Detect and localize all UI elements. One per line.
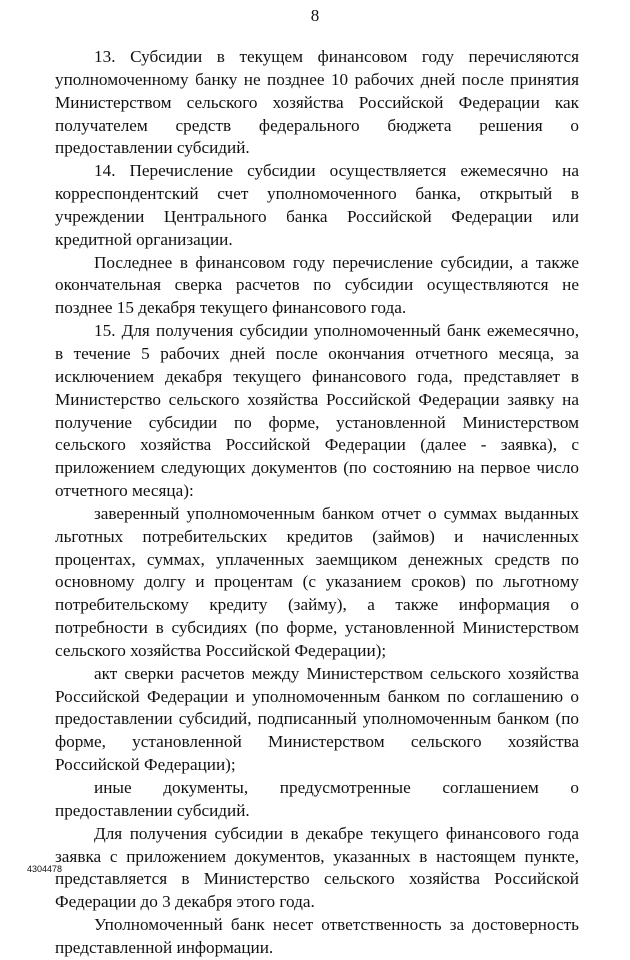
document-body bbox=[55, 46, 579, 960]
paragraph-final-transfer: Последнее в финансовом году перечисление субсидии, а также окончательная сверка расчетов по субсидии осуществляются не позднее 15 декабря текущего финансового года. bbox=[55, 252, 579, 318]
document-code: 4304478 bbox=[27, 864, 63, 874]
paragraph-report: заверенный уполномоченным банком отчет о суммах выданных льготных потребительских кредитов (займов) и начисленных процентах, суммах, уплаченных заемщиком денежных средств по основному долгу и процентам (с указанием сроков) по льготному потребительскому кредиту (займу), а также информация о потребности в субсидиях (по форме, установленной Министерством сельского хозяйства Российской Федерации); bbox=[55, 503, 579, 660]
paragraph-13: 13. Субсидии в текущем финансовом году перечисляются уполномоченному банку не позднее 10 рабочих дней после принятия Министерством сельского хозяйства Российской Федерации как получателем средств федерального бюджета решения о предоставлении субсидий. bbox=[55, 47, 579, 158]
page-number: 8 bbox=[310, 6, 320, 25]
paragraph-14: 14. Перечисление субсидии осуществляется ежемесячно на корреспондентский счет уполномоченного банка, открытый в учреждении Центрального банка Российской Федерации или кредитной организации. bbox=[55, 161, 579, 249]
paragraph-december: Для получения субсидии в декабре текущего финансового года заявка с приложением документов, указанных в настоящем пункте, представляется в Министерство сельского хозяйства Российской Федерации до 3 декабря этого года. bbox=[55, 823, 579, 912]
paragraph-other-documents: иные документы, предусмотренные соглашением о предоставлении субсидий. bbox=[55, 778, 579, 820]
paragraph-15: 15. Для получения субсидии уполномоченный банк ежемесячно, в течение 5 рабочих дней после окончания отчетного месяца, за исключением декабря текущего финансового года, представляет в Министерство сельского хозяйства Российской Федерации заявку на получение субсидии по форме, установленной Министерством сельского хозяйства Российской Федерации (далее - заявка), с приложением следующих документов (по состоянию на первое число отчетного месяца): bbox=[55, 321, 579, 501]
paragraph-responsibility: Уполномоченный банк несет ответственность за достоверность представленной информации. bbox=[55, 915, 579, 957]
paragraph-reconciliation-act: акт сверки расчетов между Министерством сельского хозяйства Российской Федерации и уполномоченным банком по соглашению о предоставлении субсидий, подписанный уполномоченным банком (по форме, установленной Министерством сельского хозяйства Российской Федерации); bbox=[55, 663, 579, 775]
